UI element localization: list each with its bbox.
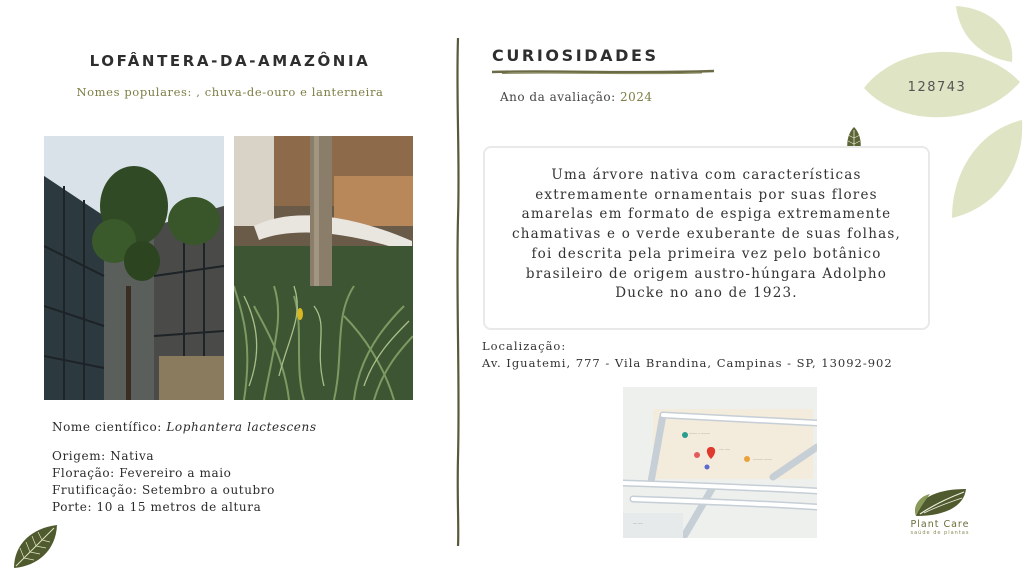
section-title: CURIOSIDADES xyxy=(492,46,659,65)
tree-size: Porte: 10 a 15 metros de altura xyxy=(52,500,262,514)
assessment-year xyxy=(500,90,653,104)
year-label: Ano da avaliação: xyxy=(500,90,620,104)
plant-photo-trunk xyxy=(234,136,413,400)
location-map[interactable] xyxy=(623,387,817,538)
location-label: Localização: xyxy=(482,339,567,353)
plant-common-name: LOFÂNTERA-DA-AMAZÔNIA xyxy=(89,52,371,70)
location-address: Av. Iguatemi, 777 - Vila Brandina, Campinas - SP, 13092-902 xyxy=(482,356,893,370)
scientific-name-label: Nome científico: xyxy=(52,420,167,434)
svg-text:·········· ········: ·········· ········ xyxy=(753,458,773,462)
brand-logo xyxy=(900,486,980,542)
title-underline xyxy=(492,68,714,76)
svg-text:···· ·····: ···· ····· xyxy=(633,522,644,526)
svg-text:········ ·· ·········: ········ ·· ········· xyxy=(689,432,711,436)
column-divider xyxy=(455,38,461,546)
decorative-leaf-bottom-left xyxy=(10,522,60,570)
flowering: Floração: Fevereiro a maio xyxy=(52,466,232,480)
brand-name: Plant Care xyxy=(910,519,970,530)
plant-facts xyxy=(52,448,275,516)
curiosity-text: Uma árvore nativa com características extremamente ornamentais por suas flores amarelas em formato de espiga extremamente chamativas e o verde exuberante de suas folhas, foi descrita pela primeira vez pelo botânico brasileiro de origem austro-húngara Adolpho Ducke no ano de 1923. xyxy=(512,167,901,302)
brand-leaf-icon xyxy=(910,486,970,518)
svg-text:····· ·····: ····· ····· xyxy=(719,448,731,452)
scientific-name-line xyxy=(52,420,317,434)
popular-names: Nomes populares: , chuva-de-ouro e lanterneira xyxy=(76,85,384,99)
assessment-id: 128743 xyxy=(907,80,967,95)
year-value: 2024 xyxy=(619,90,653,104)
origin: Origem: Nativa xyxy=(52,449,155,463)
curiosity-card xyxy=(483,146,930,330)
fruiting: Frutificação: Setembro a outubro xyxy=(52,483,275,497)
scientific-name: Lophantera lactescens xyxy=(166,420,317,434)
plant-photo-atrium xyxy=(44,136,224,400)
brand-tagline: saúde de plantas xyxy=(910,530,970,536)
